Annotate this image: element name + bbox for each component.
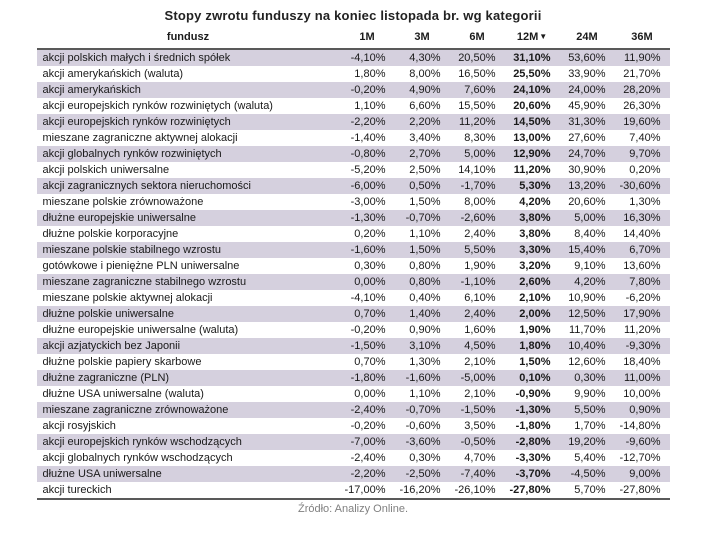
return-value-cell-12m: -27,80% <box>505 482 560 499</box>
return-value-cell-12m: 2,00% <box>505 306 560 322</box>
table-row <box>37 306 670 322</box>
table-row <box>37 290 670 306</box>
column-header-6m[interactable] <box>450 28 505 49</box>
return-value-cell-6m: 3,50% <box>450 418 505 434</box>
table-row <box>37 66 670 82</box>
return-value-cell-1m: -1,50% <box>340 338 395 354</box>
table-row <box>37 466 670 482</box>
return-value-cell-24m: 10,90% <box>560 290 615 306</box>
return-value-cell-1m: -6,00% <box>340 178 395 194</box>
return-value-cell-3m: 0,30% <box>395 450 450 466</box>
table-row <box>37 98 670 114</box>
return-value-cell-24m: 1,70% <box>560 418 615 434</box>
return-value-cell-12m: 3,80% <box>505 226 560 242</box>
return-value-cell-3m: 1,10% <box>395 226 450 242</box>
return-value-cell-24m: 45,90% <box>560 98 615 114</box>
return-value-cell-1m: -7,00% <box>340 434 395 450</box>
return-value-cell-12m: 3,20% <box>505 258 560 274</box>
return-value-cell-36m: -6,20% <box>615 290 670 306</box>
table-row <box>37 354 670 370</box>
table-row <box>37 418 670 434</box>
return-value-cell-3m: -16,20% <box>395 482 450 499</box>
column-header-12m[interactable] <box>505 28 560 49</box>
return-value-cell-24m: 15,40% <box>560 242 615 258</box>
return-value-cell-6m: 8,30% <box>450 130 505 146</box>
return-value-cell-1m: -1,40% <box>340 130 395 146</box>
return-value-cell-36m: 26,30% <box>615 98 670 114</box>
return-value-cell-36m: 7,40% <box>615 130 670 146</box>
return-value-cell-3m: 6,60% <box>395 98 450 114</box>
table-row <box>37 482 670 499</box>
return-value-cell-36m: 10,00% <box>615 386 670 402</box>
return-value-cell-1m: -1,80% <box>340 370 395 386</box>
return-value-cell-6m: 5,00% <box>450 146 505 162</box>
fund-name-cell: mieszane zagraniczne stabilnego wzrostu <box>37 274 340 290</box>
return-value-cell-12m: 1,90% <box>505 322 560 338</box>
return-value-cell-12m: 1,80% <box>505 338 560 354</box>
return-value-cell-1m: -1,30% <box>340 210 395 226</box>
return-value-cell-24m: 9,10% <box>560 258 615 274</box>
fund-name-cell: akcji amerykańskich <box>37 82 340 98</box>
return-value-cell-12m: 5,30% <box>505 178 560 194</box>
return-value-cell-3m: 0,80% <box>395 258 450 274</box>
return-value-cell-36m: -9,30% <box>615 338 670 354</box>
return-value-cell-1m: -2,40% <box>340 450 395 466</box>
return-value-cell-36m: 13,60% <box>615 258 670 274</box>
source-note: Źródło: Analizy Online. <box>297 503 409 515</box>
table-row <box>37 450 670 466</box>
return-value-cell-3m: -0,70% <box>395 210 450 226</box>
fund-name-cell: mieszane polskie aktywnej alokacji <box>37 290 340 306</box>
table-row <box>37 210 670 226</box>
return-value-cell-36m: 0,20% <box>615 162 670 178</box>
return-value-cell-36m: 21,70% <box>615 66 670 82</box>
return-value-cell-3m: 1,30% <box>395 354 450 370</box>
return-value-cell-36m: 7,80% <box>615 274 670 290</box>
return-value-cell-24m: 24,70% <box>560 146 615 162</box>
return-value-cell-1m: 0,70% <box>340 306 395 322</box>
return-value-cell-3m: 0,40% <box>395 290 450 306</box>
return-value-cell-12m: 11,20% <box>505 162 560 178</box>
return-value-cell-24m: 8,40% <box>560 226 615 242</box>
fund-name-cell: akcji europejskich rynków rozwiniętych <box>37 114 340 130</box>
return-value-cell-3m: 3,10% <box>395 338 450 354</box>
fund-name-cell: dłużne polskie papiery skarbowe <box>37 354 340 370</box>
column-header-label: 24M <box>576 31 598 43</box>
return-value-cell-36m: 11,90% <box>615 49 670 66</box>
return-value-cell-12m: -3,70% <box>505 466 560 482</box>
table-row <box>37 49 670 66</box>
fund-name-cell: akcji rosyjskich <box>37 418 340 434</box>
return-value-cell-24m: -4,50% <box>560 466 615 482</box>
return-value-cell-36m: 11,00% <box>615 370 670 386</box>
return-value-cell-1m: -2,20% <box>340 466 395 482</box>
return-value-cell-6m: 2,10% <box>450 386 505 402</box>
return-value-cell-24m: 31,30% <box>560 114 615 130</box>
return-value-cell-12m: 4,20% <box>505 194 560 210</box>
return-value-cell-24m: 19,20% <box>560 434 615 450</box>
return-value-cell-6m: -7,40% <box>450 466 505 482</box>
return-value-cell-6m: 20,50% <box>450 49 505 66</box>
return-value-cell-24m: 5,00% <box>560 210 615 226</box>
return-value-cell-12m: -3,30% <box>505 450 560 466</box>
fund-name-cell: akcji zagranicznych sektora nieruchomości <box>37 178 340 194</box>
return-value-cell-24m: 30,90% <box>560 162 615 178</box>
return-value-cell-6m: -1,70% <box>450 178 505 194</box>
fund-name-cell: dłużne zagraniczne (PLN) <box>37 370 340 386</box>
return-value-cell-1m: -17,00% <box>340 482 395 499</box>
return-value-cell-3m: -1,60% <box>395 370 450 386</box>
table-row <box>37 258 670 274</box>
return-value-cell-24m: 5,70% <box>560 482 615 499</box>
table-row <box>37 338 670 354</box>
fund-name-cell: mieszane polskie stabilnego wzrostu <box>37 242 340 258</box>
return-value-cell-3m: 3,40% <box>395 130 450 146</box>
fund-name-cell: akcji tureckich <box>37 482 340 499</box>
return-value-cell-36m: 0,90% <box>615 402 670 418</box>
return-value-cell-3m: -0,70% <box>395 402 450 418</box>
return-value-cell-12m: 24,10% <box>505 82 560 98</box>
return-value-cell-1m: -3,00% <box>340 194 395 210</box>
fund-name-cell: dłużne europejskie uniwersalne <box>37 210 340 226</box>
return-value-cell-24m: 11,70% <box>560 322 615 338</box>
table-row <box>37 146 670 162</box>
fund-name-cell: akcji azjatyckich bez Japonii <box>37 338 340 354</box>
return-value-cell-6m: 6,10% <box>450 290 505 306</box>
return-value-cell-6m: 2,40% <box>450 226 505 242</box>
fund-name-cell: dłużne polskie uniwersalne <box>37 306 340 322</box>
return-value-cell-3m: 2,70% <box>395 146 450 162</box>
return-value-cell-6m: 2,40% <box>450 306 505 322</box>
return-value-cell-24m: 53,60% <box>560 49 615 66</box>
return-value-cell-12m: -1,80% <box>505 418 560 434</box>
return-value-cell-12m: 14,50% <box>505 114 560 130</box>
return-value-cell-3m: 1,10% <box>395 386 450 402</box>
return-value-cell-3m: -2,50% <box>395 466 450 482</box>
return-value-cell-1m: -5,20% <box>340 162 395 178</box>
return-value-cell-36m: -27,80% <box>615 482 670 499</box>
return-value-cell-3m: 1,50% <box>395 194 450 210</box>
return-value-cell-24m: 0,30% <box>560 370 615 386</box>
column-header-24m[interactable] <box>560 28 615 49</box>
sort-descending-icon: ▼ <box>539 32 548 41</box>
return-value-cell-1m: -0,20% <box>340 418 395 434</box>
return-value-cell-36m: 9,70% <box>615 146 670 162</box>
return-value-cell-6m: 16,50% <box>450 66 505 82</box>
return-value-cell-6m: -2,60% <box>450 210 505 226</box>
return-value-cell-6m: 11,20% <box>450 114 505 130</box>
return-value-cell-24m: 12,50% <box>560 306 615 322</box>
return-value-cell-12m: 0,10% <box>505 370 560 386</box>
return-value-cell-24m: 20,60% <box>560 194 615 210</box>
fund-name-cell: dłużne USA uniwersalne (waluta) <box>37 386 340 402</box>
return-value-cell-24m: 5,50% <box>560 402 615 418</box>
return-value-cell-1m: 1,10% <box>340 98 395 114</box>
return-value-cell-1m: -2,40% <box>340 402 395 418</box>
return-value-cell-12m: 25,50% <box>505 66 560 82</box>
return-value-cell-36m: 17,90% <box>615 306 670 322</box>
column-header-36m[interactable] <box>615 28 670 49</box>
table-row <box>37 82 670 98</box>
table-row <box>37 114 670 130</box>
return-value-cell-1m: -0,20% <box>340 82 395 98</box>
return-value-cell-6m: -1,50% <box>450 402 505 418</box>
fund-name-cell: mieszane zagraniczne zrównoważone <box>37 402 340 418</box>
return-value-cell-6m: 1,90% <box>450 258 505 274</box>
return-value-cell-24m: 5,40% <box>560 450 615 466</box>
return-value-cell-3m: 2,20% <box>395 114 450 130</box>
return-value-cell-6m: 15,50% <box>450 98 505 114</box>
return-value-cell-12m: -2,80% <box>505 434 560 450</box>
table-row <box>37 370 670 386</box>
return-value-cell-24m: 9,90% <box>560 386 615 402</box>
return-value-cell-24m: 33,90% <box>560 66 615 82</box>
return-value-cell-36m: 9,00% <box>615 466 670 482</box>
table-row <box>37 434 670 450</box>
return-value-cell-6m: 8,00% <box>450 194 505 210</box>
return-value-cell-24m: 24,00% <box>560 82 615 98</box>
return-value-cell-12m: -0,90% <box>505 386 560 402</box>
return-value-cell-12m: 20,60% <box>505 98 560 114</box>
return-value-cell-36m: -12,70% <box>615 450 670 466</box>
return-value-cell-24m: 13,20% <box>560 178 615 194</box>
return-value-cell-3m: -0,60% <box>395 418 450 434</box>
return-value-cell-6m: 4,70% <box>450 450 505 466</box>
return-value-cell-6m: -5,00% <box>450 370 505 386</box>
fund-name-cell: dłużne polskie korporacyjne <box>37 226 340 242</box>
return-value-cell-6m: 2,10% <box>450 354 505 370</box>
return-value-cell-36m: 14,40% <box>615 226 670 242</box>
return-value-cell-12m: 31,10% <box>505 49 560 66</box>
fund-name-cell: akcji polskich uniwersalne <box>37 162 340 178</box>
return-value-cell-24m: 10,40% <box>560 338 615 354</box>
return-value-cell-3m: 0,90% <box>395 322 450 338</box>
return-value-cell-12m: 13,00% <box>505 130 560 146</box>
column-header-label: 36M <box>631 31 653 43</box>
return-value-cell-12m: 2,10% <box>505 290 560 306</box>
return-value-cell-36m: -14,80% <box>615 418 670 434</box>
return-value-cell-1m: -4,10% <box>340 290 395 306</box>
return-value-cell-36m: 16,30% <box>615 210 670 226</box>
table-row <box>37 178 670 194</box>
column-header-fundusz[interactable]: fundusz <box>37 28 340 49</box>
return-value-cell-3m: 2,50% <box>395 162 450 178</box>
return-value-cell-1m: -4,10% <box>340 49 395 66</box>
return-value-cell-6m: 7,60% <box>450 82 505 98</box>
return-value-cell-12m: -1,30% <box>505 402 560 418</box>
return-value-cell-3m: 4,90% <box>395 82 450 98</box>
return-value-cell-36m: 1,30% <box>615 194 670 210</box>
column-header-label: 3M <box>414 31 430 43</box>
return-value-cell-24m: 12,60% <box>560 354 615 370</box>
return-value-cell-6m: -1,10% <box>450 274 505 290</box>
return-value-cell-1m: 0,30% <box>340 258 395 274</box>
fund-name-cell: akcji globalnych rynków rozwiniętych <box>37 146 340 162</box>
fund-name-cell: mieszane zagraniczne aktywnej alokacji <box>37 130 340 146</box>
fund-name-cell: dłużne europejskie uniwersalne (waluta) <box>37 322 340 338</box>
return-value-cell-1m: -0,20% <box>340 322 395 338</box>
return-value-cell-6m: 1,60% <box>450 322 505 338</box>
column-header-1m[interactable] <box>340 28 395 49</box>
return-value-cell-6m: -0,50% <box>450 434 505 450</box>
table-row <box>37 242 670 258</box>
column-header-label: 12M <box>516 31 539 43</box>
fund-name-cell: dłużne USA uniwersalne <box>37 466 340 482</box>
return-value-cell-1m: 0,70% <box>340 354 395 370</box>
return-value-cell-1m: 0,00% <box>340 274 395 290</box>
table-row <box>37 130 670 146</box>
return-value-cell-3m: 8,00% <box>395 66 450 82</box>
table-row <box>37 274 670 290</box>
return-value-cell-24m: 4,20% <box>560 274 615 290</box>
column-header-label: 6M <box>469 31 485 43</box>
return-value-cell-1m: -0,80% <box>340 146 395 162</box>
return-value-cell-1m: -1,60% <box>340 242 395 258</box>
return-value-cell-6m: 5,50% <box>450 242 505 258</box>
return-value-cell-12m: 3,30% <box>505 242 560 258</box>
page-title: Stopy zwrotu funduszy na koniec listopada br. wg kategorii <box>164 8 542 23</box>
table-row <box>37 226 670 242</box>
fund-name-cell: akcji polskich małych i średnich spółek <box>37 49 340 66</box>
table-row <box>37 162 670 178</box>
fund-name-cell: akcji globalnych rynków wschodzących <box>37 450 340 466</box>
return-value-cell-6m: 4,50% <box>450 338 505 354</box>
return-value-cell-1m: 0,20% <box>340 226 395 242</box>
table-row <box>37 194 670 210</box>
return-value-cell-1m: 1,80% <box>340 66 395 82</box>
return-value-cell-12m: 2,60% <box>505 274 560 290</box>
return-value-cell-3m: 1,40% <box>395 306 450 322</box>
return-value-cell-12m: 1,50% <box>505 354 560 370</box>
fund-name-cell: akcji europejskich rynków wschodzących <box>37 434 340 450</box>
return-value-cell-36m: 19,60% <box>615 114 670 130</box>
return-value-cell-36m: 18,40% <box>615 354 670 370</box>
table-body <box>37 49 670 499</box>
return-value-cell-12m: 3,80% <box>505 210 560 226</box>
return-value-cell-36m: -30,60% <box>615 178 670 194</box>
return-value-cell-36m: -9,60% <box>615 434 670 450</box>
column-header-label: 1M <box>359 31 375 43</box>
return-value-cell-12m: 12,90% <box>505 146 560 162</box>
return-value-cell-36m: 28,20% <box>615 82 670 98</box>
header-row <box>37 28 670 49</box>
fund-name-cell: akcji amerykańskich (waluta) <box>37 66 340 82</box>
return-value-cell-24m: 27,60% <box>560 130 615 146</box>
return-value-cell-1m: 0,00% <box>340 386 395 402</box>
return-value-cell-3m: -3,60% <box>395 434 450 450</box>
return-value-cell-3m: 0,80% <box>395 274 450 290</box>
table-row <box>37 386 670 402</box>
table-row <box>37 322 670 338</box>
return-value-cell-36m: 11,20% <box>615 322 670 338</box>
column-header-3m[interactable] <box>395 28 450 49</box>
table-row <box>37 402 670 418</box>
return-value-cell-3m: 4,30% <box>395 49 450 66</box>
return-value-cell-1m: -2,20% <box>340 114 395 130</box>
return-value-cell-6m: -26,10% <box>450 482 505 499</box>
return-value-cell-36m: 6,70% <box>615 242 670 258</box>
return-value-cell-3m: 1,50% <box>395 242 450 258</box>
table-header <box>37 28 670 49</box>
fund-returns-table <box>37 28 670 500</box>
fund-name-cell: gotówkowe i pieniężne PLN uniwersalne <box>37 258 340 274</box>
return-value-cell-3m: 0,50% <box>395 178 450 194</box>
fund-name-cell: mieszane polskie zrównoważone <box>37 194 340 210</box>
fund-name-cell: akcji europejskich rynków rozwiniętych (waluta) <box>37 98 340 114</box>
return-value-cell-6m: 14,10% <box>450 162 505 178</box>
